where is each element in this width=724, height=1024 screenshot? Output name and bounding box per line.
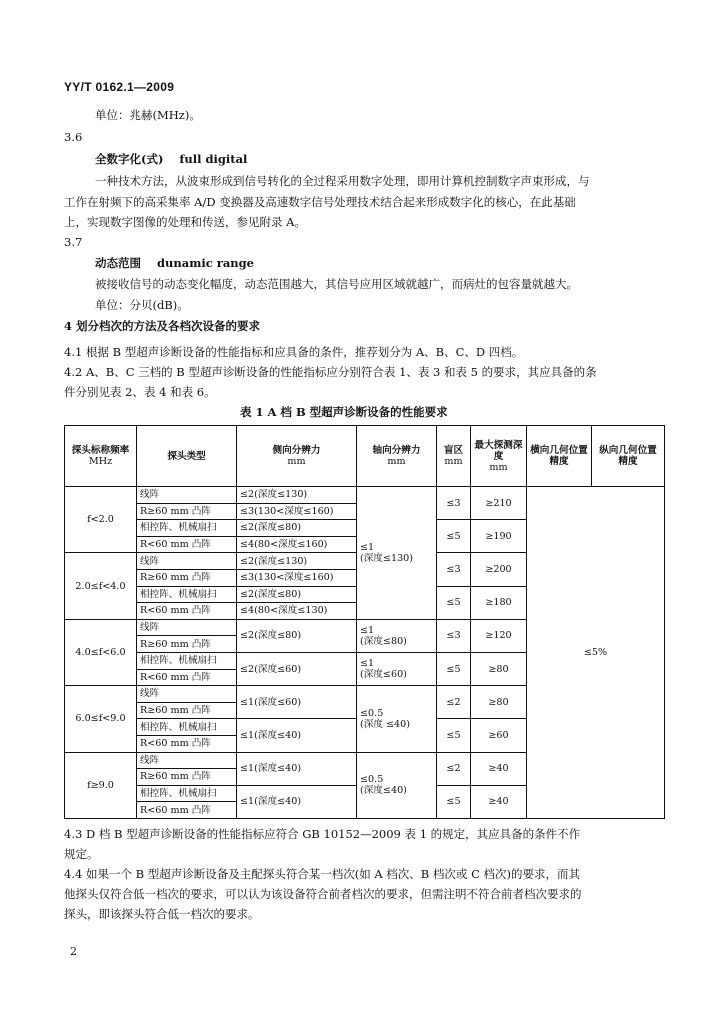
depth-cell: ≥80 (471, 686, 527, 719)
probe-cell: 相控阵、机械扇扫 (137, 520, 237, 537)
unit-db-line: 单位：分贝(dB)。 (95, 298, 189, 312)
blind-cell: ≤3 (437, 553, 471, 586)
clause-3-6-number: 3.6 (64, 130, 83, 144)
blind-cell: ≤5 (437, 785, 471, 818)
lateral-cell: ≤2(深度≤80) (237, 520, 357, 537)
blind-cell: ≤5 (437, 652, 471, 685)
geometric-accuracy-cell: ≤5% (527, 487, 665, 819)
depth-cell: ≥40 (471, 785, 527, 818)
freq-cell: 6.0≤f<9.0 (65, 686, 137, 752)
clause-4-2-line-2: 件分别见表 2、表 4 和表 6。 (64, 385, 216, 399)
header-depth: 最大探测深度 mm (471, 426, 527, 487)
blind-cell: ≤5 (437, 719, 471, 752)
header-probe: 探头类型 (137, 426, 237, 487)
clause-4-3-line-2: 规定。 (64, 847, 99, 861)
blind-cell: ≤3 (437, 619, 471, 652)
probe-cell: R<60 mm 凸阵 (137, 669, 237, 686)
probe-cell: R<60 mm 凸阵 (137, 735, 237, 752)
lateral-cell: ≤2(深度≤80) (237, 586, 357, 603)
freq-cell: 2.0≤f<4.0 (65, 553, 137, 619)
table-header-row (65, 426, 665, 487)
lateral-cell: ≤4(80<深度≤130) (237, 603, 357, 620)
probe-cell: 相控阵、机械扇扫 (137, 652, 237, 669)
performance-requirements-table (64, 425, 665, 819)
probe-cell: 线阵 (137, 553, 237, 570)
table-caption: 表 1 A 档 B 型超声诊断设备的性能要求 (240, 405, 448, 419)
clause-3-6-definition-line-3: 上，实现数字图像的处理和传送，参见附录 A。 (64, 215, 306, 229)
probe-cell: R<60 mm 凸阵 (137, 802, 237, 819)
probe-cell: R≥60 mm 凸阵 (137, 503, 237, 520)
lateral-cell: ≤3(130<深度≤160) (237, 503, 357, 520)
term-zh: 全数字化(式) (95, 152, 164, 166)
depth-cell: ≥60 (471, 719, 527, 752)
header-lateral: 侧向分辨力 mm (237, 426, 357, 487)
lateral-cell: ≤3(130<深度≤160) (237, 569, 357, 586)
probe-cell: R≥60 mm 凸阵 (137, 769, 237, 786)
blind-cell: ≤5 (437, 586, 471, 619)
probe-cell: R≥60 mm 凸阵 (137, 636, 237, 653)
clause-4-1: 4.1 根据 B 型超声诊断设备的性能指标和应具备的条件，推荐划分为 A、B、C、D 四档。 (64, 345, 524, 359)
depth-cell: ≥190 (471, 520, 527, 553)
clause-3-6-definition-line-2: 工作在射频下的高采集率 A/D 变换器及高速数字信号处理技术结合起来形成数字化的核心，在此基础 (64, 195, 576, 209)
section-4-title: 4 划分档次的方法及各档次设备的要求 (64, 319, 261, 333)
freq-cell: 4.0≤f<6.0 (65, 619, 137, 685)
term-zh: 动态范围 (95, 256, 141, 270)
header-freq: 探头标称频率 MHz (65, 426, 137, 487)
axial-cell: ≤1 (深度≤130) (357, 487, 437, 620)
clause-4-4-line-2: 他探头仅符合低一档次的要求，可以认为该设备符合前者档次的要求，但需注明不符合前者档次要求的 (64, 887, 582, 901)
freq-cell: f≥9.0 (65, 752, 137, 818)
standard-code-header: YY/T 0162.1—2009 (64, 80, 175, 94)
lateral-cell: ≤1(深度≤40) (237, 785, 357, 818)
lateral-cell: ≤2(深度≤130) (237, 487, 357, 504)
lateral-cell: ≤1(深度≤60) (237, 686, 357, 719)
unit-mhz-line: 单位：兆赫(MHz)。 (95, 108, 201, 122)
header-axial: 轴向分辨力 mm (357, 426, 437, 487)
probe-cell: 线阵 (137, 752, 237, 769)
header-blind: 盲区 mm (437, 426, 471, 487)
blind-cell: ≤3 (437, 487, 471, 520)
clause-4-4-line-3: 探头，即该探头符合低一档次的要求。 (64, 907, 260, 921)
depth-cell: ≥180 (471, 586, 527, 619)
blind-cell: ≤2 (437, 686, 471, 719)
axial-cell: ≤1 (深度≤60) (357, 652, 437, 685)
probe-cell: R<60 mm 凸阵 (137, 536, 237, 553)
freq-cell: f<2.0 (65, 487, 137, 553)
page-number: 2 (70, 945, 77, 958)
depth-cell: ≥40 (471, 752, 527, 785)
clause-3-6-term (95, 151, 247, 167)
depth-cell: ≥80 (471, 652, 527, 685)
clause-3-7-number: 3.7 (64, 235, 83, 249)
header-hgeo: 横向几何位置精度 (527, 426, 592, 487)
depth-cell: ≥210 (471, 487, 527, 520)
clause-3-7-definition: 被接收信号的动态变化幅度，动态范围越大，其信号应用区域就越广，而病灶的包容量就越大。 (95, 277, 578, 291)
axial-cell: ≤0.5 (深度 ≤40) (357, 686, 437, 752)
clause-4-3-line-1: 4.3 D 档 B 型超声诊断设备的性能指标应符合 GB 10152—2009 表 1 的规定，其应具备的条件不作 (64, 827, 581, 841)
depth-cell: ≥200 (471, 553, 527, 586)
lateral-cell: ≤2(深度≤60) (237, 652, 357, 685)
probe-cell: R<60 mm 凸阵 (137, 603, 237, 620)
blind-cell: ≤2 (437, 752, 471, 785)
clause-4-2-line-1: 4.2 A、B、C 三档的 B 型超声诊断设备的性能指标应分别符合表 1、表 3 和表 5 的要求，其应具备的条 (64, 365, 597, 379)
table-row (65, 487, 665, 504)
axial-cell: ≤1 (深度≤80) (357, 619, 437, 652)
probe-cell: 相控阵、机械扇扫 (137, 586, 237, 603)
probe-cell: 相控阵、机械扇扫 (137, 719, 237, 736)
term-en: full digital (179, 152, 248, 166)
lateral-cell: ≤2(深度≤130) (237, 553, 357, 570)
lateral-cell: ≤1(深度≤40) (237, 752, 357, 785)
probe-cell: 线阵 (137, 487, 237, 504)
header-vgeo: 纵向几何位置精度 (592, 426, 665, 487)
lateral-cell: ≤2(深度≤80) (237, 619, 357, 652)
probe-cell: 线阵 (137, 686, 237, 703)
probe-cell: R≥60 mm 凸阵 (137, 702, 237, 719)
probe-cell: 线阵 (137, 619, 237, 636)
clause-4-4-line-1: 4.4 如果一个 B 型超声诊断设备及主配探头符合某一档次(如 A 档次、B 档次或 C 档次)的要求，而其 (64, 867, 581, 881)
lateral-cell: ≤1(深度≤40) (237, 719, 357, 752)
axial-cell: ≤0.5 (深度≤40) (357, 752, 437, 818)
blind-cell: ≤5 (437, 520, 471, 553)
probe-cell: R≥60 mm 凸阵 (137, 569, 237, 586)
clause-3-7-term (95, 255, 254, 271)
probe-cell: 相控阵、机械扇扫 (137, 785, 237, 802)
clause-3-6-definition-line-1: 一种技术方法，从波束形成到信号转化的全过程采用数字处理，即用计算机控制数字声束形成，与 (95, 174, 590, 188)
term-en: dunamic range (157, 256, 255, 270)
lateral-cell: ≤4(80<深度≤160) (237, 536, 357, 553)
depth-cell: ≥120 (471, 619, 527, 652)
